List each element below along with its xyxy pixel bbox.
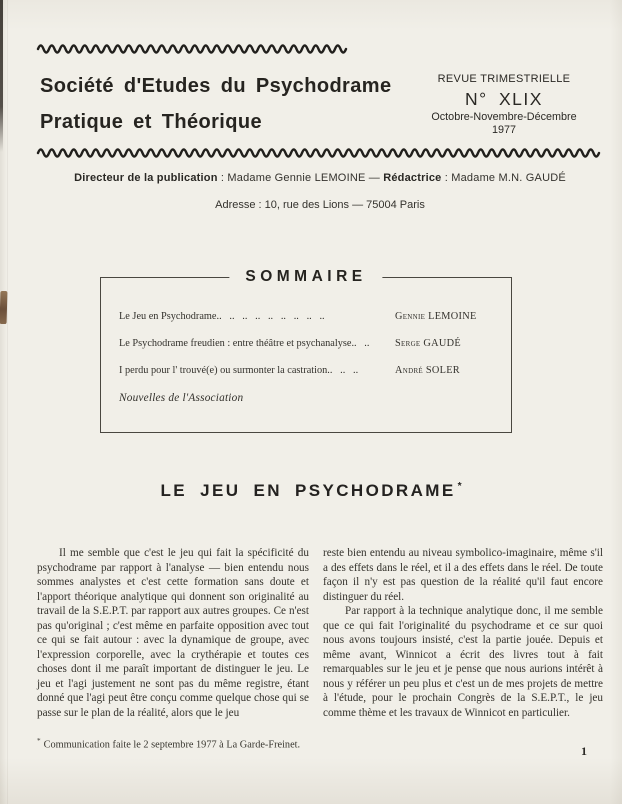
paragraph: Par rapport à la technique analytique donc, il me semble que ce qui fait l'originalité du psychodrame et ce sur quoi nous avons toujours insisté, c'est la partie jouée. Depuis et même avant, Winnicot a écrit des livres tout à fait remarquables sur le jeu et je pense que nous aurions intérêt à nous y référer un peu plus et c'est un de mes projets de mettre à l'étude, pour le prochain Congrès de la S.E.P.T., le jeu comme thème et les travaux de Winnicot en particulier. [323,605,603,719]
toc-entry-title: Le Jeu en Psychodrame.. .. .. .. .. .. .. .. .. [119,311,325,322]
address-line: Adresse : 10, rue des Lions — 75004 Paris [215,199,425,211]
scan-edge-line [0,0,3,152]
paragraph: reste bien entendu au niveau symbolico-imaginaire, même s'il a des effets dans le réel, et il a des effets dans le réel. De toute façon il n'y est pas question de la réalité qu'il faut encore distinguer du réel. [323,547,603,603]
director-name: : Madame Gennie LEMOINE — [217,172,384,184]
toc-list [119,311,501,419]
issue-info [420,73,588,137]
toc-entry-author: Gennie LEMOINE [395,311,477,322]
editor-name: : Madame M.N. GAUDÉ [441,172,566,184]
footnote [37,737,300,750]
review-type-label: REVUE TRIMESTRIELLE [437,73,571,85]
article-title-text: LE JEU EN PSYCHODRAME [160,481,456,500]
society-title-line1: Société d'Etudes du Psychodrame [40,75,392,97]
toc-entry [119,365,501,379]
wavy-divider-top [36,41,350,55]
wavy-divider-bottom [36,145,602,159]
footnote-marker: * [37,737,41,745]
footnote-text: Communication faite le 2 septembre 1977 à La Garde-Freinet. [43,739,301,751]
article-column-right [323,546,603,720]
toc-entry [119,338,501,352]
editor-label: Rédactrice [383,172,442,184]
article-body [37,546,603,720]
footnote-reference-asterisk: * [457,481,462,493]
toc-entry [119,392,501,406]
toc-entry [119,311,501,325]
paragraph: Il me semble que c'est le jeu qui fait la spécificité du psychodrame par rapport à l'analyse — bien entendu nous sommes analystes et c'est cette formation sans doute et l'apport théorique analytique qui donnent son originalité au travail de la S.E.P.T. par rapport aux autres groupes. Ce n'est pas qu'original ; c'est même en parfaite opposition avec tout ce qui se fait autour : avec la dynamique de groupe, avec l'expression corporelle, avec la crythérapie et toutes ces choses dont il me paraît important de distinguer le jeu. Le jeu et l'agi justement ne sont pas du même registre, étant donné que l'agi peut être conçu comme quelque chose qui se passe sur le plan de la réalité, alors que le jeu [37,547,309,719]
publication-credits [37,172,603,184]
staple-mark [0,291,7,324]
toc-entry-author: André SOLER [395,365,460,376]
toc-heading: SOMMAIRE [229,268,382,286]
toc-entry-title: Le Psychodrame freudien : entre théâtre et psychanalyse.. .. [119,338,370,349]
toc-entry-title: Nouvelles de l'Association [119,392,244,404]
issue-number: N° XLIX [465,89,543,109]
society-title-line2: Pratique et Théorique [40,111,262,133]
toc-entry-title: I perdu pour l' trouvé(e) ou surmonter la castration.. .. .. [119,365,359,376]
society-title [40,68,391,140]
toc-entry-author: Serge GAUDÉ [395,338,461,349]
issue-date: Octobre-Novembre-Décembre 1977 [431,111,577,136]
article-column-left [37,546,309,720]
scan-crease [7,0,8,804]
page-number: 1 [581,744,587,758]
director-label: Directeur de la publication [74,172,218,184]
article-title [0,481,622,501]
table-of-contents-box [100,268,512,433]
